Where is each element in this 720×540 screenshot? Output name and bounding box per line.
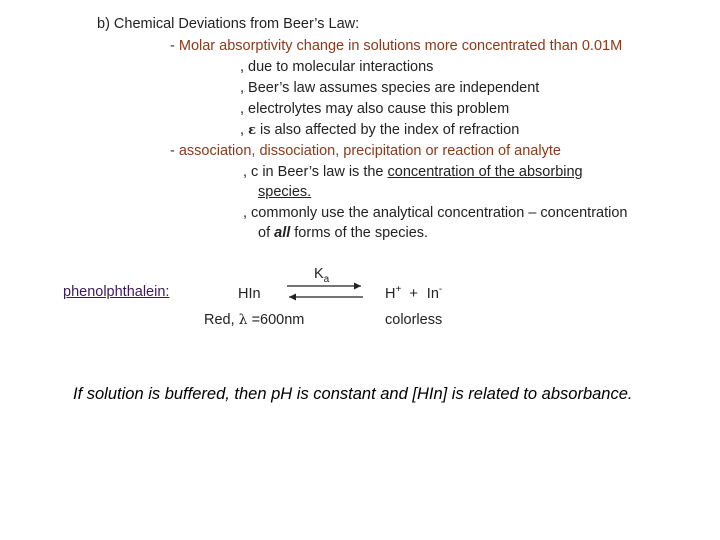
section-heading: b) Chemical Deviations from Beer’s Law:: [97, 16, 360, 32]
sub-bullet: , commonly use the analytical concentration – concentration: [243, 205, 628, 221]
sub-bullet-continued: [258, 223, 428, 243]
reactant-color: [204, 310, 304, 330]
reactant-hin: HIn: [238, 286, 261, 302]
underlined-phrase: concentration of the absorbing: [387, 164, 583, 180]
deviation-molar-absorptivity: [170, 36, 622, 56]
underlined-phrase-continued: species.: [258, 184, 312, 200]
product-in: In: [426, 285, 439, 302]
sub-bullet: [240, 120, 519, 141]
text-pre: of: [258, 225, 275, 241]
deviation-title: Molar absorptivity change in solutions more concentrated than 0.01M: [178, 38, 623, 54]
sub-bullet-text: is also affected by the index of refraction: [255, 122, 520, 138]
sub-bullet-prefix: , c in Beer’s law is the: [243, 164, 388, 180]
sub-bullet: , due to molecular interactions: [240, 59, 434, 75]
plus-sign: +: [409, 285, 418, 302]
deviation-association: [170, 141, 561, 161]
products: [385, 280, 442, 304]
product-in-charge: -: [438, 284, 443, 295]
color-red: Red,: [204, 312, 239, 328]
sub-bullet-prefix: ,: [240, 122, 249, 138]
sub-bullet: , electrolytes may also cause this problem: [240, 101, 510, 117]
ka-symbol: K: [314, 266, 324, 282]
text-post: forms of the species.: [290, 225, 429, 241]
wavelength: =600nm: [247, 312, 305, 328]
product-h: H: [385, 285, 396, 302]
equilibrium-arrows-icon: [283, 280, 367, 304]
product-color: colorless: [385, 312, 443, 328]
sub-bullet: [243, 162, 583, 182]
bullet-dash: -: [170, 38, 179, 54]
ka-subscript: a: [323, 273, 330, 285]
epsilon-symbol: ε: [248, 123, 256, 138]
emphasis-all: all: [274, 225, 291, 241]
sub-bullet: , Beer’s law assumes species are independent: [240, 80, 540, 96]
lambda-symbol: λ: [238, 312, 248, 328]
deviation-title: association, dissociation, precipitation or reaction of analyte: [178, 143, 561, 159]
conclusion-text: If solution is buffered, then pH is constant and [HIn] is related to absorbance.: [73, 385, 633, 403]
product-h-charge: +: [395, 284, 402, 295]
bullet-dash: -: [170, 143, 179, 159]
indicator-label: phenolphthalein:: [63, 284, 170, 300]
